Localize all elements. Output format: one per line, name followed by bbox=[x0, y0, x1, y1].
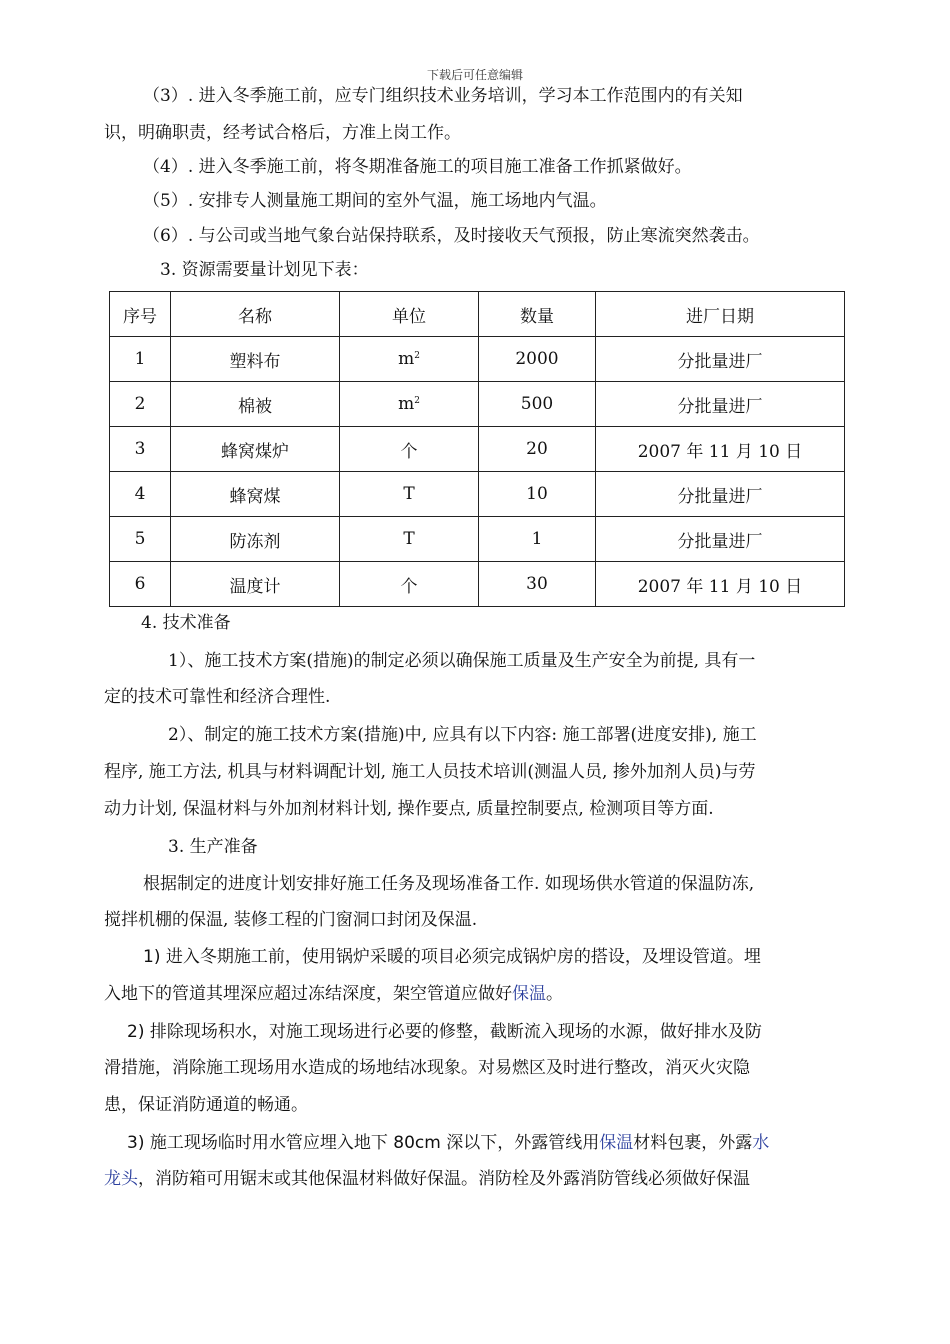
faucet-link[interactable]: 龙头 bbox=[104, 1169, 138, 1189]
cell-qty: 20 bbox=[479, 427, 596, 472]
cell-no: 1 bbox=[110, 337, 171, 382]
table-row bbox=[110, 427, 845, 472]
header-cell: 名称 bbox=[171, 292, 340, 337]
table-row bbox=[110, 517, 845, 562]
header-cell: 数量 bbox=[479, 292, 596, 337]
cell-no: 5 bbox=[110, 517, 171, 562]
table-row bbox=[110, 472, 845, 517]
cell-date: 分批量进厂 bbox=[596, 337, 845, 382]
cell-name: 蜂窝煤炉 bbox=[171, 427, 340, 472]
paragraph-line: （5）. 安排专人测量施工期间的室外气温，施工场地内气温。 bbox=[143, 191, 607, 211]
cell-date: 分批量进厂 bbox=[596, 517, 845, 562]
paragraph-line: 搅拌机棚的保温, 装修工程的门窗洞口封闭及保温. bbox=[104, 910, 478, 930]
cell-qty: 2000 bbox=[479, 337, 596, 382]
cell-qty: 1 bbox=[479, 517, 596, 562]
faucet-link[interactable]: 水 bbox=[752, 1133, 770, 1153]
cell-unit: 个 bbox=[340, 427, 479, 472]
paragraph-line: 定的技术可靠性和经济合理性. bbox=[104, 687, 331, 707]
cell-date: 2007 年 11 月 10 日 bbox=[596, 562, 845, 607]
page-header-note: 下载后可任意编辑 bbox=[426, 68, 523, 82]
table-header-row bbox=[110, 292, 845, 337]
insulation-link[interactable]: 保温 bbox=[599, 1133, 634, 1153]
cell-unit: $m^2$ bbox=[340, 382, 479, 427]
cell-no: 2 bbox=[110, 382, 171, 427]
cell-name: 蜂窝煤 bbox=[171, 472, 340, 517]
cell-no: 6 bbox=[110, 562, 171, 607]
paragraph-line: 2）、制定的施工技术方案(措施)中, 应具有以下内容: 施工部署(进度安排), 施工 bbox=[168, 725, 757, 745]
cell-name: 温度计 bbox=[171, 562, 340, 607]
table-row bbox=[110, 562, 845, 607]
insulation-link[interactable]: 保温 bbox=[512, 984, 546, 1004]
cell-no: 4 bbox=[110, 472, 171, 517]
header-cell: 进厂日期 bbox=[596, 292, 845, 337]
list-item-2-line: 患，保证消防通道的畅通。 bbox=[104, 1095, 308, 1115]
section-heading: 3. 资源需要量计划见下表： bbox=[160, 260, 369, 280]
section-heading: 4. 技术准备 bbox=[141, 613, 231, 633]
list-item-1-line: 入地下的管道其埋深应超过冻结深度，架空管道应做好保温。 bbox=[104, 984, 563, 1004]
paragraph-line: 识，明确职责，经考试合格后，方准上岗工作。 bbox=[104, 123, 461, 143]
cell-name: 塑料布 bbox=[171, 337, 340, 382]
list-item-3-line: 龙头，消防箱可用锯末或其他保温材料做好保温。消防栓及外露消防管线必须做好保温 bbox=[104, 1169, 750, 1189]
cell-unit: $m^2$ bbox=[340, 337, 479, 382]
header-cell: 单位 bbox=[340, 292, 479, 337]
cell-name: 防冻剂 bbox=[171, 517, 340, 562]
resource-table bbox=[109, 291, 845, 607]
cell-unit: T bbox=[340, 517, 479, 562]
table-row bbox=[110, 337, 845, 382]
list-item-2-line: 2) 排除现场积水，对施工现场进行必要的修整，截断流入现场的水源，做好排水及防 bbox=[127, 1022, 762, 1042]
cell-qty: 500 bbox=[479, 382, 596, 427]
cell-qty: 10 bbox=[479, 472, 596, 517]
list-item-2-line: 滑措施，消除施工现场用水造成的场地结冰现象。对易燃区及时进行整改，消灭火灾隐 bbox=[104, 1058, 750, 1078]
cell-date: 分批量进厂 bbox=[596, 472, 845, 517]
list-item-3-line: 3) 施工现场临时用水管应埋入地下 80cm 深以下，外露管线用保温材料包裹，外露水 bbox=[127, 1133, 770, 1153]
section-heading: 3. 生产准备 bbox=[168, 837, 258, 857]
paragraph-line: 程序, 施工方法, 机具与材料调配计划, 施工人员技术培训(测温人员, 掺外加剂人员)与劳 bbox=[104, 762, 756, 782]
cell-name: 棉被 bbox=[171, 382, 340, 427]
paragraph-line: （3）. 进入冬季施工前，应专门组织技术业务培训，学习本工作范围内的有关知 bbox=[143, 86, 743, 106]
paragraph-line: （4）. 进入冬季施工前，将冬期准备施工的项目施工准备工作抓紧做好。 bbox=[143, 157, 692, 177]
paragraph-line: （6）. 与公司或当地气象台站保持联系，及时接收天气预报，防止寒流突然袭击。 bbox=[143, 226, 760, 246]
list-item-1-line: 1) 进入冬期施工前，使用锅炉采暖的项目必须完成锅炉房的搭设，及埋设管道。埋 bbox=[143, 947, 761, 967]
paragraph-line: 动力计划, 保温材料与外加剂材料计划, 操作要点, 质量控制要点, 检测项目等方面. bbox=[104, 799, 714, 819]
paragraph-line: 根据制定的进度计划安排好施工任务及现场准备工作. 如现场供水管道的保温防冻, bbox=[143, 874, 755, 894]
cell-unit: 个 bbox=[340, 562, 479, 607]
cell-unit: T bbox=[340, 472, 479, 517]
cell-qty: 30 bbox=[479, 562, 596, 607]
cell-date: 2007 年 11 月 10 日 bbox=[596, 427, 845, 472]
table-row bbox=[110, 382, 845, 427]
paragraph-line: 1）、施工技术方案(措施)的制定必须以确保施工质量及生产安全为前提, 具有一 bbox=[168, 651, 756, 671]
cell-date: 分批量进厂 bbox=[596, 382, 845, 427]
header-cell: 序号 bbox=[110, 292, 171, 337]
cell-no: 3 bbox=[110, 427, 171, 472]
